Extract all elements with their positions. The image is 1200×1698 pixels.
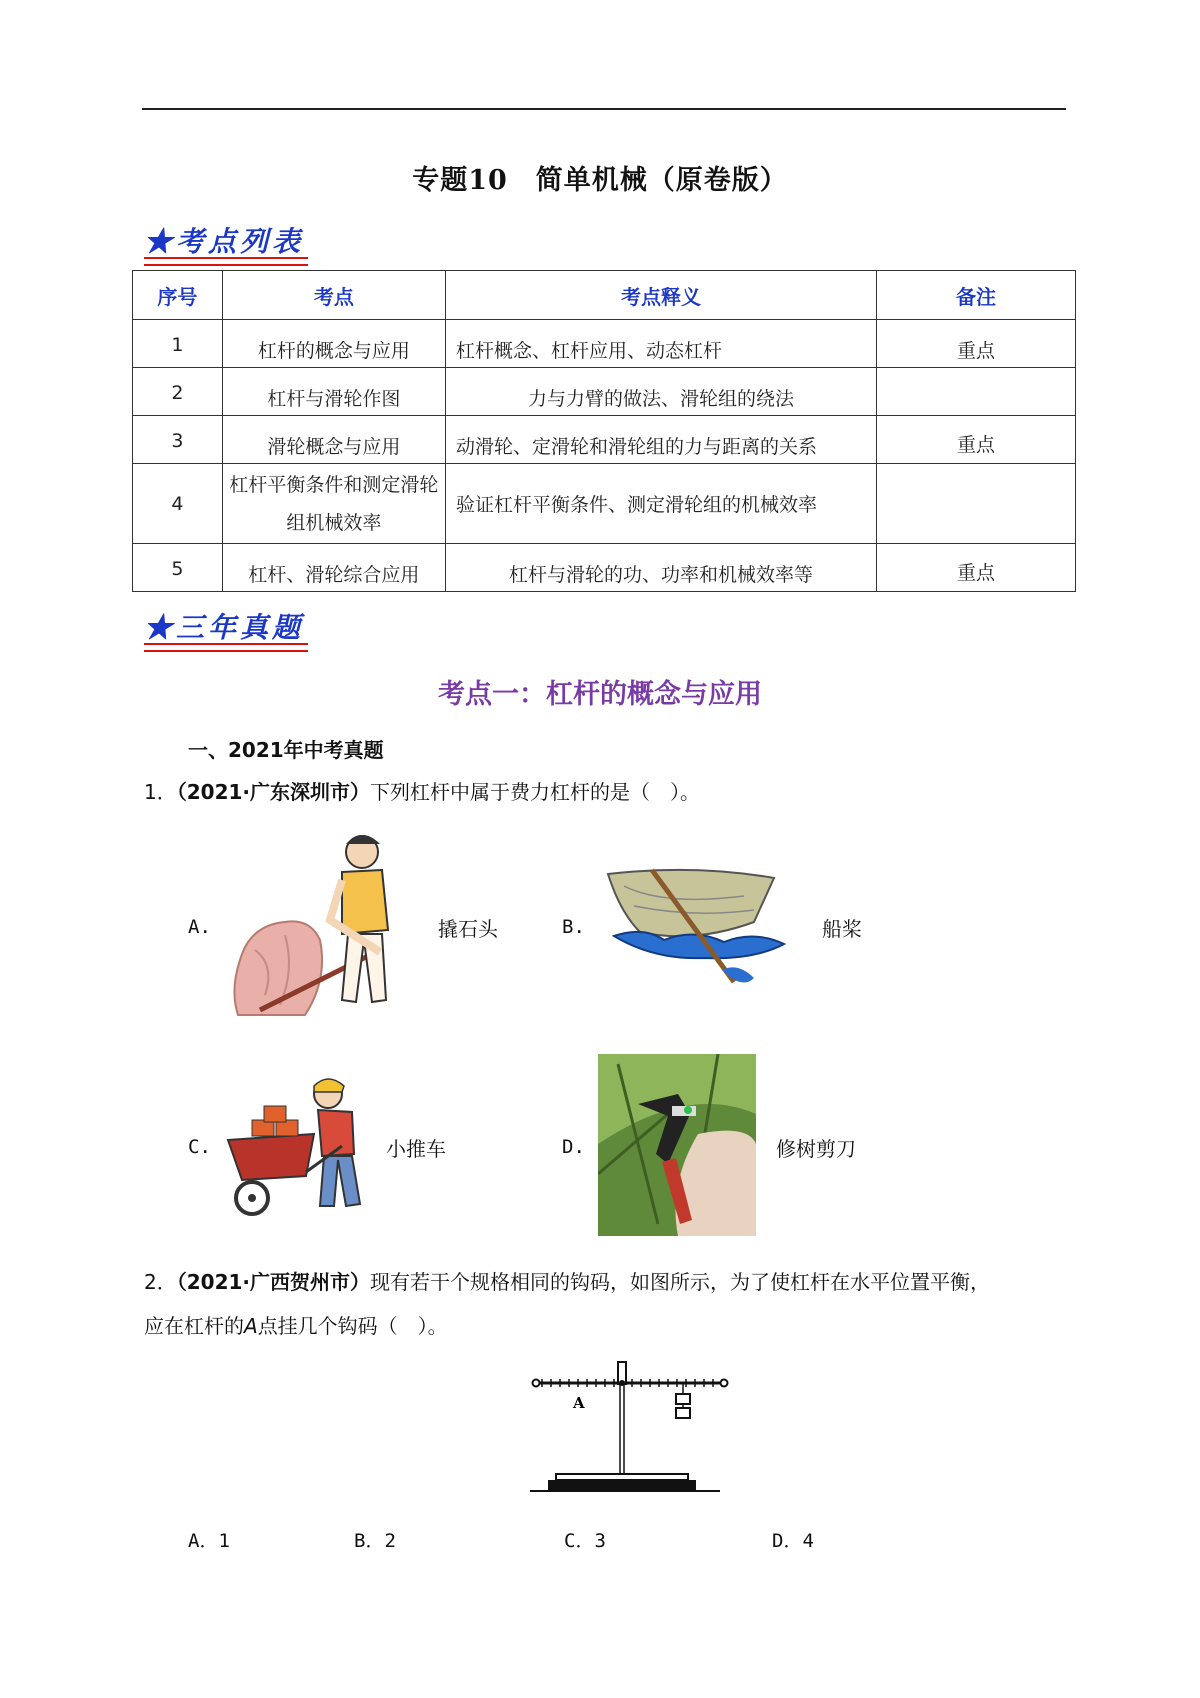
question-text: 点挂几个钩码（ ）。 bbox=[257, 1314, 448, 1338]
question-2 bbox=[144, 1262, 990, 1302]
answer-d: D．4 bbox=[772, 1530, 814, 1552]
document-title: 专题10 简单机械（原卷版） bbox=[412, 165, 788, 196]
cell-note bbox=[877, 368, 1076, 416]
point-label: A bbox=[244, 1314, 258, 1338]
wheelbarrow-picture bbox=[222, 1076, 382, 1220]
double-underline bbox=[144, 643, 308, 652]
cell-topic: 杠杆的概念与应用 bbox=[222, 320, 445, 368]
top-rule bbox=[142, 108, 1066, 110]
cell-no: 1 bbox=[133, 320, 223, 368]
cell-note: 重点 bbox=[877, 544, 1076, 592]
cell-topic: 杠杆与滑轮作图 bbox=[222, 368, 445, 416]
option-c-label: 小推车 bbox=[386, 1137, 446, 1161]
option-a-letter: A. bbox=[188, 916, 211, 938]
option-a-label: 撬石头 bbox=[438, 917, 498, 941]
question-1 bbox=[144, 772, 700, 812]
answer-a: A．1 bbox=[188, 1530, 230, 1552]
cell-topic: 杠杆、滑轮综合应用 bbox=[222, 544, 445, 592]
question-source: （2021·广西贺州市） bbox=[176, 1270, 370, 1294]
year-heading: 一、2021年中考真题 bbox=[188, 738, 384, 762]
table-header-row bbox=[133, 271, 1076, 320]
cell-topic: 杠杆平衡条件和测定滑轮组机械效率 bbox=[222, 464, 445, 544]
cell-note bbox=[877, 464, 1076, 544]
table-row bbox=[133, 464, 1076, 544]
answer-b: B．2 bbox=[354, 1530, 396, 1552]
double-underline bbox=[144, 257, 308, 266]
cell-explain: 杠杆概念、杠杆应用、动态杠杆 bbox=[445, 320, 876, 368]
lever-balance-figure bbox=[520, 1358, 732, 1498]
cell-explain: 动滑轮、定滑轮和滑轮组的力与距离的关系 bbox=[445, 416, 876, 464]
cell-explain: 杠杆与滑轮的功、功率和机械效率等 bbox=[445, 544, 876, 592]
question-text: 下列杠杆中属于费力杠杆的是（ ）。 bbox=[370, 780, 700, 804]
cell-no: 5 bbox=[133, 544, 223, 592]
section-heading-three-years bbox=[144, 606, 304, 646]
pruning-shears-picture bbox=[598, 1054, 756, 1236]
option-c-letter: C. bbox=[188, 1136, 211, 1158]
question-text: 现有若干个规格相同的钩码，如图所示，为了使杠杆在水平位置平衡， bbox=[370, 1270, 990, 1294]
crowbar-rock-picture bbox=[230, 830, 430, 1020]
section-heading-text: ★三年真题 bbox=[144, 611, 305, 644]
question-number: 2． bbox=[144, 1270, 177, 1294]
cell-note: 重点 bbox=[877, 416, 1076, 464]
option-b-letter: B. bbox=[562, 916, 585, 938]
cell-explain: 力与力臂的做法、滑轮组的绕法 bbox=[445, 368, 876, 416]
header-note: 备注 bbox=[877, 271, 1076, 320]
topic-heading: 考点一：杠杆的概念与应用 bbox=[438, 679, 762, 710]
question-text: 应在杠杆的 bbox=[144, 1314, 244, 1338]
question-number: 1． bbox=[144, 780, 177, 804]
topic-table bbox=[132, 270, 1076, 592]
header-topic: 考点 bbox=[222, 271, 445, 320]
answer-c: C．3 bbox=[564, 1530, 606, 1552]
table-row bbox=[133, 368, 1076, 416]
section-heading-text: ★考点列表 bbox=[144, 225, 305, 258]
cell-explain: 验证杠杆平衡条件、测定滑轮组的机械效率 bbox=[445, 464, 876, 544]
table-row bbox=[133, 544, 1076, 592]
table-row bbox=[133, 320, 1076, 368]
option-b-label: 船桨 bbox=[822, 917, 862, 941]
header-no: 序号 bbox=[133, 271, 223, 320]
option-d-letter: D. bbox=[562, 1136, 585, 1158]
cell-no: 4 bbox=[133, 464, 223, 544]
cell-no: 3 bbox=[133, 416, 223, 464]
option-d-label: 修树剪刀 bbox=[776, 1137, 856, 1161]
cell-topic: 滑轮概念与应用 bbox=[222, 416, 445, 464]
cell-no: 2 bbox=[133, 368, 223, 416]
question-source: （2021·广东深圳市） bbox=[176, 780, 370, 804]
question-2-line-2 bbox=[144, 1306, 448, 1346]
boat-oar-picture bbox=[604, 866, 810, 992]
section-heading-topic-list bbox=[144, 220, 304, 260]
header-explain: 考点释义 bbox=[445, 271, 876, 320]
table-row bbox=[133, 416, 1076, 464]
cell-note: 重点 bbox=[877, 320, 1076, 368]
figure-point-label: A bbox=[573, 1394, 585, 1412]
